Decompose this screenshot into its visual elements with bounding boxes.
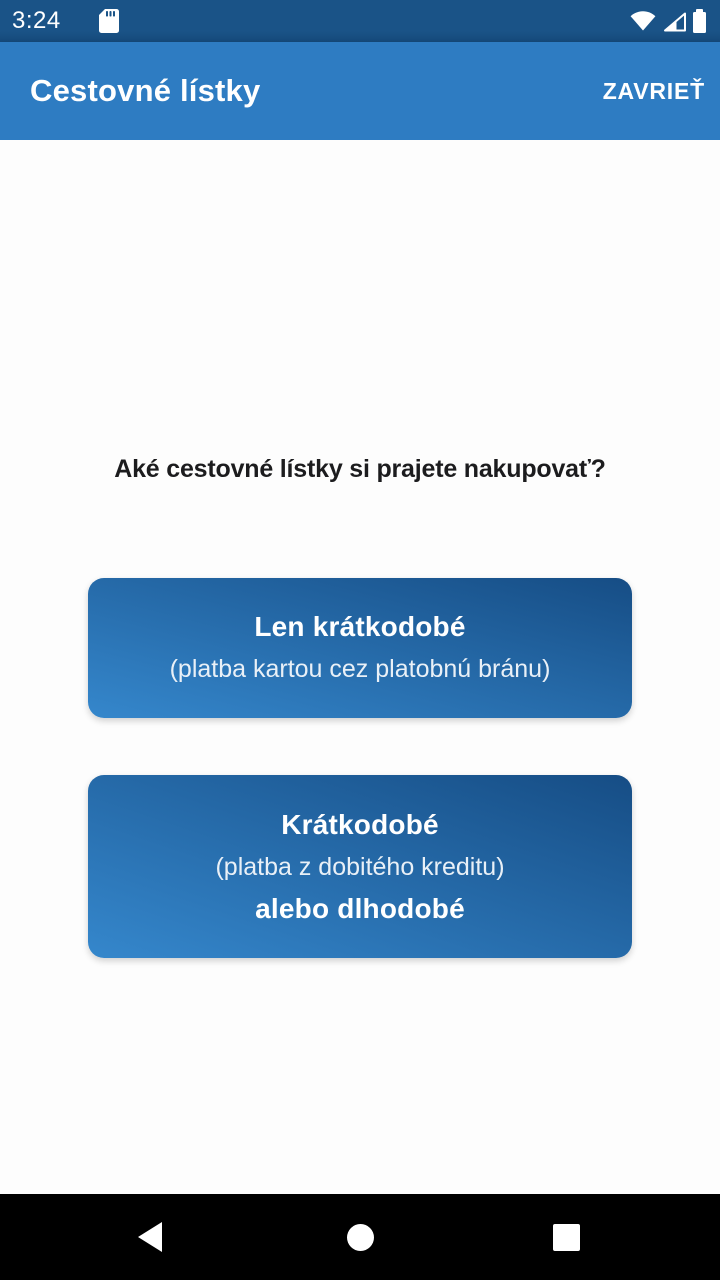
short-term-only-button[interactable] [88, 578, 632, 718]
status-bar [0, 0, 720, 42]
app-bar [0, 42, 720, 140]
sd-card-icon [99, 9, 119, 33]
close-button[interactable]: ZAVRIEŤ [589, 64, 705, 119]
battery-icon [693, 12, 706, 33]
nav-home-button[interactable] [300, 1194, 420, 1280]
cellular-signal-icon [662, 11, 687, 32]
short-or-long-term-button[interactable] [88, 775, 632, 958]
button-subtitle-2: alebo dlhodobé [255, 892, 465, 924]
back-icon [138, 1222, 162, 1252]
question-text: Aké cestovné lístky si prajete nakupovať? [114, 455, 606, 483]
button-subtitle: (platba kartou cez platobnú bránu) [169, 655, 551, 683]
button-subtitle: (platba z dobitého kreditu) [215, 852, 505, 881]
overview-icon [553, 1224, 580, 1251]
nav-overview-button[interactable] [506, 1194, 626, 1280]
button-title: Krátkodobé [281, 808, 439, 840]
status-icons [630, 9, 706, 33]
button-title: Len krátkodobé [254, 611, 466, 642]
wifi-icon [630, 11, 656, 31]
status-time: 3:24 [12, 7, 61, 34]
nav-back-button[interactable] [90, 1194, 210, 1280]
home-icon [347, 1224, 374, 1251]
page-title: Cestovné lístky [30, 73, 261, 108]
content-area [0, 140, 720, 1194]
android-nav-bar [0, 1194, 720, 1280]
